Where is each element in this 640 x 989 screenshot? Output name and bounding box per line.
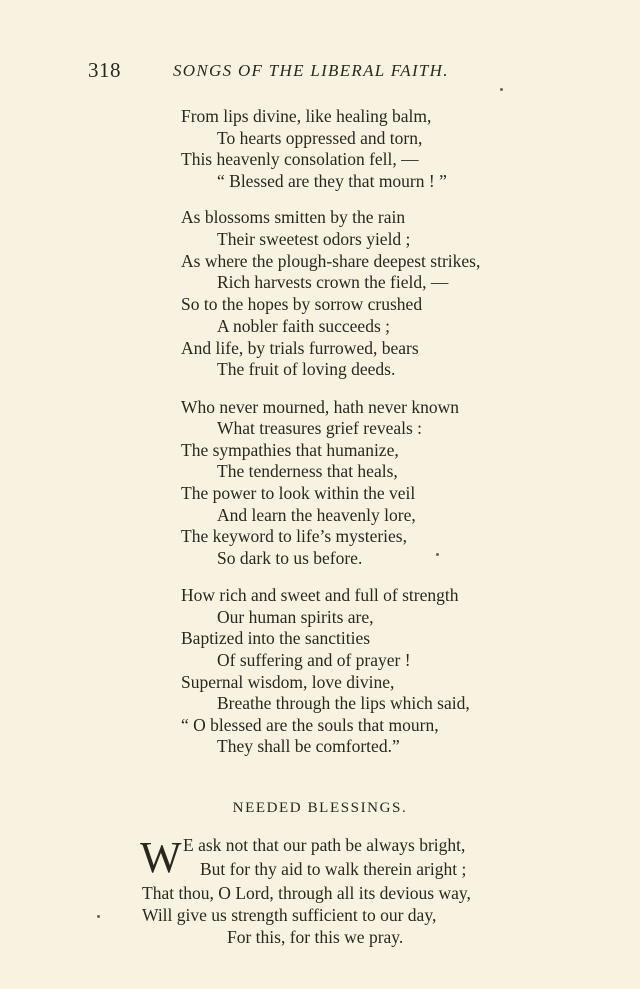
- poem-line: Baptized into the sanctities: [181, 628, 371, 648]
- poem-line: Who never mourned, hath never known: [181, 397, 459, 417]
- poem-line: Breathe through the lips which said,: [217, 693, 470, 713]
- poem-line: To hearts oppressed and torn,: [217, 128, 423, 148]
- hymn-line: Will give us strength sufficient to our day,: [142, 905, 437, 925]
- poem-line: As blossoms smitten by the rain: [181, 207, 406, 227]
- poem-line: The power to look within the veil: [181, 483, 416, 503]
- ink-speck: [97, 915, 100, 918]
- ink-speck: [500, 88, 503, 91]
- hymn-line: E ask not that our path be always bright,: [183, 835, 466, 855]
- poem-line: How rich and sweet and full of strength: [181, 585, 459, 605]
- poem-line: So dark to us before.: [217, 548, 363, 568]
- poem-line: Rich harvests crown the field, —: [217, 272, 449, 292]
- poem-line: A nobler faith succeeds ;: [217, 316, 391, 336]
- poem-line: As where the plough-share deepest strikes,: [181, 251, 481, 271]
- poem-line: Our human spirits are,: [217, 607, 374, 627]
- poem-line: Of suffering and of prayer !: [217, 650, 411, 670]
- poem-line: Supernal wisdom, love divine,: [181, 672, 395, 692]
- poem-line: And learn the heavenly lore,: [217, 505, 416, 525]
- poem-line: “ Blessed are they that mourn ! ”: [217, 171, 447, 191]
- poem-line: “ O blessed are the souls that mourn,: [181, 715, 439, 735]
- poem-line: The fruit of loving deeds.: [217, 359, 396, 379]
- poem-line: Their sweetest odors yield ;: [217, 229, 411, 249]
- drop-cap: W: [140, 833, 179, 882]
- poem-line: They shall be comforted.”: [217, 736, 400, 756]
- hymn-line: But for thy aid to walk therein aright ;: [200, 859, 467, 879]
- hymn-line: That thou, O Lord, through all its devious way,: [142, 883, 471, 903]
- poem-line: This heavenly consolation fell, —: [181, 149, 419, 169]
- poem-line: From lips divine, like healing balm,: [181, 106, 432, 126]
- poem-line: So to the hopes by sorrow crushed: [181, 294, 423, 314]
- poem-line: And life, by trials furrowed, bears: [181, 338, 419, 358]
- page-header: [0, 58, 640, 84]
- running-title: SONGS OF THE LIBERAL FAITH.: [173, 61, 449, 80]
- ink-speck: [436, 553, 439, 556]
- hymn-title: NEEDED BLESSINGS.: [232, 800, 408, 816]
- poem-line: What treasures grief reveals :: [217, 418, 423, 438]
- poem-line: The tenderness that heals,: [217, 461, 398, 481]
- poem-line: The sympathies that humanize,: [181, 440, 399, 460]
- hymn-line: For this, for this we pray.: [227, 927, 404, 947]
- page-number: 318: [88, 58, 121, 82]
- poem-line: The keyword to life’s mysteries,: [181, 526, 407, 546]
